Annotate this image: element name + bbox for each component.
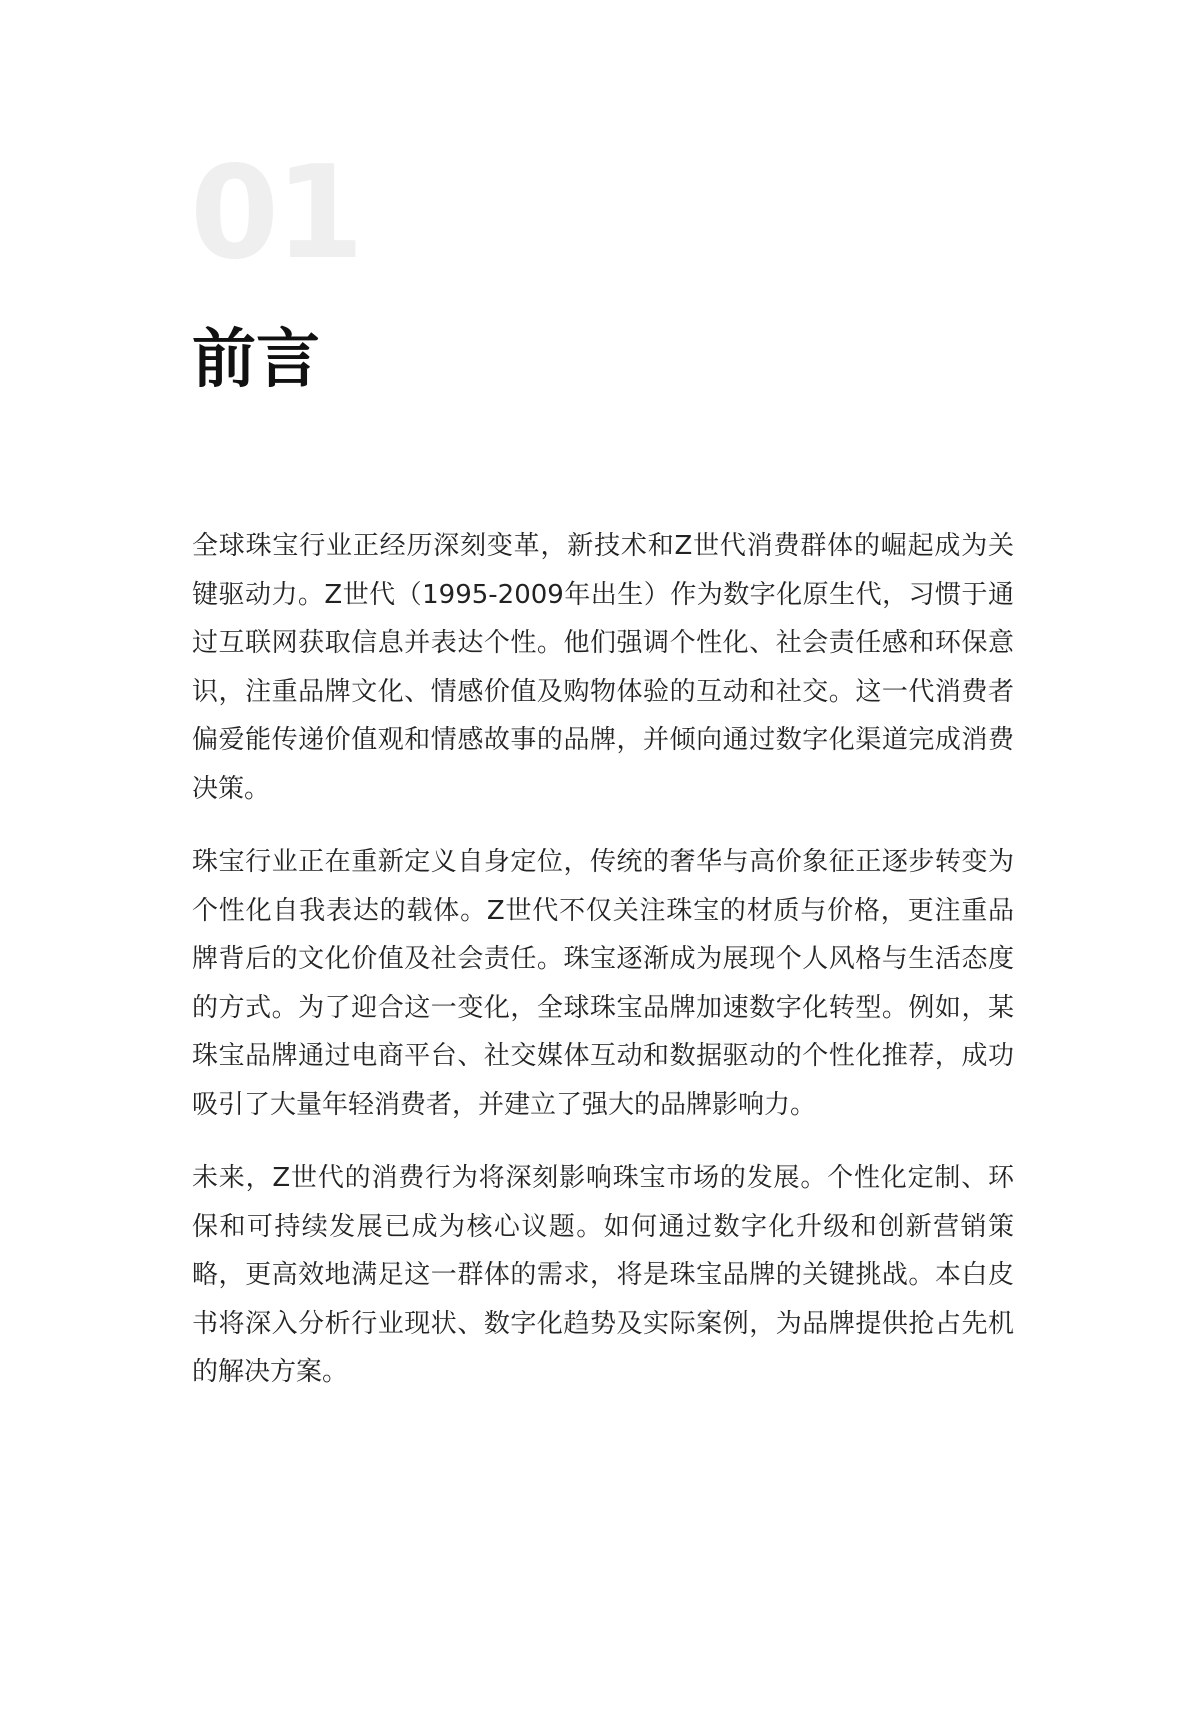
page-title: 前言 — [192, 323, 320, 397]
paragraph: 珠宝行业正在重新定义自身定位，传统的奢华与高价象征正逐步转变为个性化自我表达的载体。Z世代不仅关注珠宝的材质与价格，更注重品牌背后的文化价值及社会责任。珠宝逐渐成为展现个人风格与生活态度的方式。为了迎合这一变化，全球珠宝品牌加速数字化转型。例如，某珠宝品牌通过电商平台、社交媒体互动和数据驱动的个性化推荐，成功吸引了大量年轻消费者，并建立了强大的品牌影响力。 — [192, 847, 1014, 1120]
paragraph: 未来，Z世代的消费行为将深刻影响珠宝市场的发展。个性化定制、环保和可持续发展已成为核心议题。如何通过数字化升级和创新营销策略，更高效地满足这一群体的需求，将是珠宝品牌的关键挑战。本白皮书将深入分析行业现状、数字化趋势及实际案例，为品牌提供抢占先机的解决方案。 — [192, 1163, 1014, 1387]
paragraph: 全球珠宝行业正经历深刻变革，新技术和Z世代消费群体的崛起成为关键驱动力。Z世代（1995-2009年出生）作为数字化原生代，习惯于通过互联网获取信息并表达个性。他们强调个性化、社会责任感和环保意识，注重品牌文化、情感价值及购物体验的互动和社交。这一代消费者偏爱能传递价值观和情感故事的品牌，并倾向通过数字化渠道完成消费决策。 — [192, 531, 1014, 804]
body-text — [192, 522, 1014, 1422]
section-number: 01 — [190, 139, 361, 288]
